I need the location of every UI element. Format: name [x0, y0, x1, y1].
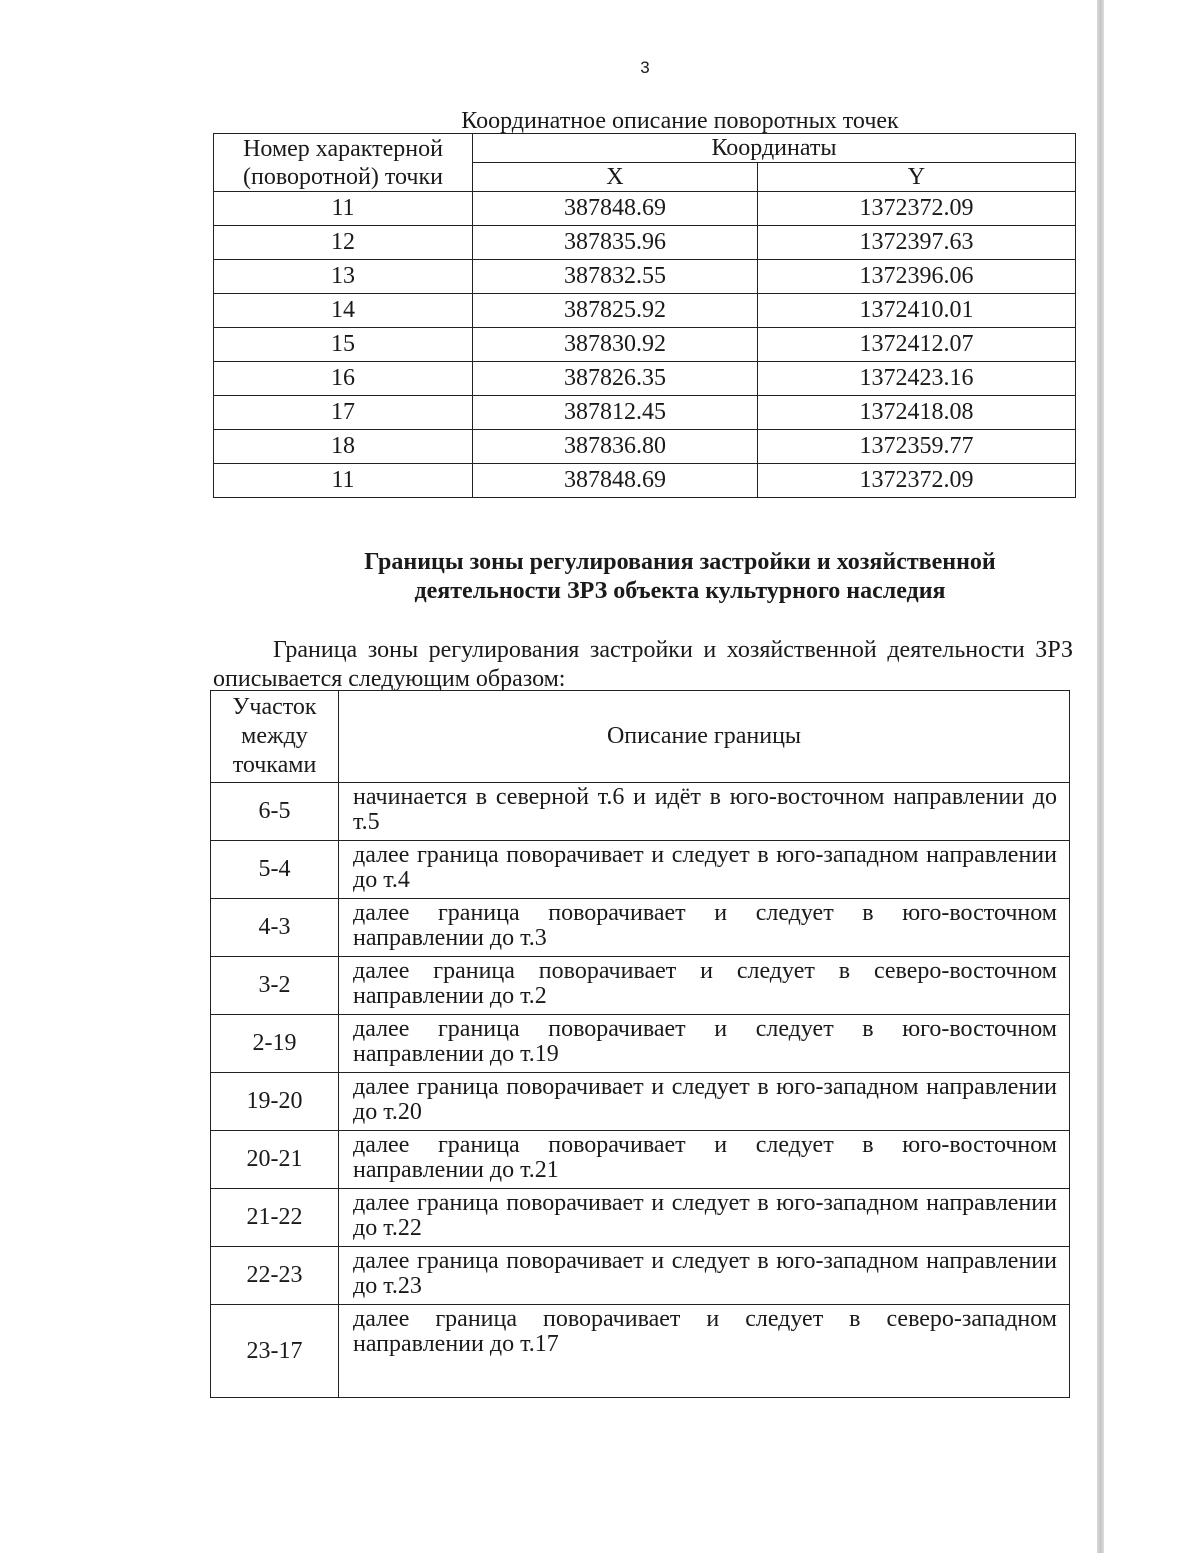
segment-label: 23-17 [211, 1305, 339, 1398]
section-title-line: Границы зоны регулирования застройки и хозяйственной [364, 549, 996, 575]
point-number: 12 [214, 226, 473, 260]
table-row [214, 260, 1076, 294]
table-row [211, 1305, 1070, 1398]
table-row [214, 396, 1076, 430]
coordinates-table [213, 133, 1076, 498]
segment-label: 20-21 [211, 1131, 339, 1189]
coordinates-table-caption: Координатное описание поворотных точек [461, 108, 899, 134]
section-title [300, 548, 1060, 606]
table-row [214, 192, 1076, 226]
table-row [214, 226, 1076, 260]
segment-label: 19-20 [211, 1073, 339, 1131]
table-row [214, 362, 1076, 396]
x-coordinate: 387836.80 [473, 430, 758, 464]
segment-description: начинается в северной т.6 и идёт в юго-восточном направлении до т.5 [339, 783, 1070, 841]
y-coordinate: 1372412.07 [757, 328, 1075, 362]
segment-description: далее граница поворачивает и следует в северо-восточном направлении до т.2 [339, 957, 1070, 1015]
segment-description: далее граница поворачивает и следует в юго-восточном направлении до т.21 [339, 1131, 1070, 1189]
table-row [214, 464, 1076, 498]
coordinates-header: Координаты [473, 134, 1076, 163]
description-header: Описание границы [339, 691, 1070, 783]
table-row [211, 957, 1070, 1015]
table-row [211, 899, 1070, 957]
table-row [211, 1131, 1070, 1189]
y-coordinate: 1372372.09 [757, 464, 1075, 498]
segment-label: 3-2 [211, 957, 339, 1015]
page-number: 3 [640, 58, 650, 77]
x-coordinate: 387830.92 [473, 328, 758, 362]
segment-description: далее граница поворачивает и следует в юго-восточном направлении до т.19 [339, 1015, 1070, 1073]
x-coordinate: 387835.96 [473, 226, 758, 260]
x-coordinate: 387848.69 [473, 192, 758, 226]
y-coordinate: 1372359.77 [757, 430, 1075, 464]
point-number: 11 [214, 464, 473, 498]
segment-label: 21-22 [211, 1189, 339, 1247]
point-number: 18 [214, 430, 473, 464]
y-coordinate: 1372410.01 [757, 294, 1075, 328]
point-number: 14 [214, 294, 473, 328]
y-coordinate: 1372423.16 [757, 362, 1075, 396]
segment-description: далее граница поворачивает и следует в юго-восточном направлении до т.3 [339, 899, 1070, 957]
segment-description: далее граница поворачивает и следует в юго-западном направлении до т.22 [339, 1189, 1070, 1247]
y-coordinate: 1372372.09 [757, 192, 1075, 226]
table-row [214, 430, 1076, 464]
table-row [214, 294, 1076, 328]
table-row [211, 1073, 1070, 1131]
point-number: 13 [214, 260, 473, 294]
section-title-line: деятельности ЗРЗ объекта культурного наследия [414, 578, 946, 604]
intro-paragraph: Граница зоны регулирования застройки и хозяйственной деятельности ЗРЗ описывается следующим образом: [213, 637, 1073, 692]
segment-label: 2-19 [211, 1015, 339, 1073]
segment-header: Участок между точками [211, 691, 339, 783]
point-number-header: Номер характерной (поворотной) точки [214, 134, 473, 192]
point-number: 16 [214, 362, 473, 396]
point-number: 15 [214, 328, 473, 362]
scan-edge-shadow [1097, 0, 1104, 1553]
y-coordinate: 1372397.63 [757, 226, 1075, 260]
x-coordinate: 387826.35 [473, 362, 758, 396]
x-header: X [473, 163, 758, 192]
table-row [211, 1015, 1070, 1073]
table-row [211, 783, 1070, 841]
segments-table [210, 690, 1070, 1398]
x-coordinate: 387848.69 [473, 464, 758, 498]
y-coordinate: 1372396.06 [757, 260, 1075, 294]
segment-label: 6-5 [211, 783, 339, 841]
point-number: 11 [214, 192, 473, 226]
x-coordinate: 387825.92 [473, 294, 758, 328]
segment-label: 4-3 [211, 899, 339, 957]
table-row [214, 328, 1076, 362]
table-row [211, 1247, 1070, 1305]
segment-description: далее граница поворачивает и следует в юго-западном направлении до т.4 [339, 841, 1070, 899]
y-header: Y [757, 163, 1075, 192]
segment-label: 22-23 [211, 1247, 339, 1305]
table-row [211, 1189, 1070, 1247]
x-coordinate: 387812.45 [473, 396, 758, 430]
point-number: 17 [214, 396, 473, 430]
segment-description: далее граница поворачивает и следует в северо-западном направлении до т.17 [339, 1305, 1070, 1398]
x-coordinate: 387832.55 [473, 260, 758, 294]
table-row [211, 841, 1070, 899]
segment-description: далее граница поворачивает и следует в юго-западном направлении до т.23 [339, 1247, 1070, 1305]
segment-description: далее граница поворачивает и следует в юго-западном направлении до т.20 [339, 1073, 1070, 1131]
segment-label: 5-4 [211, 841, 339, 899]
y-coordinate: 1372418.08 [757, 396, 1075, 430]
